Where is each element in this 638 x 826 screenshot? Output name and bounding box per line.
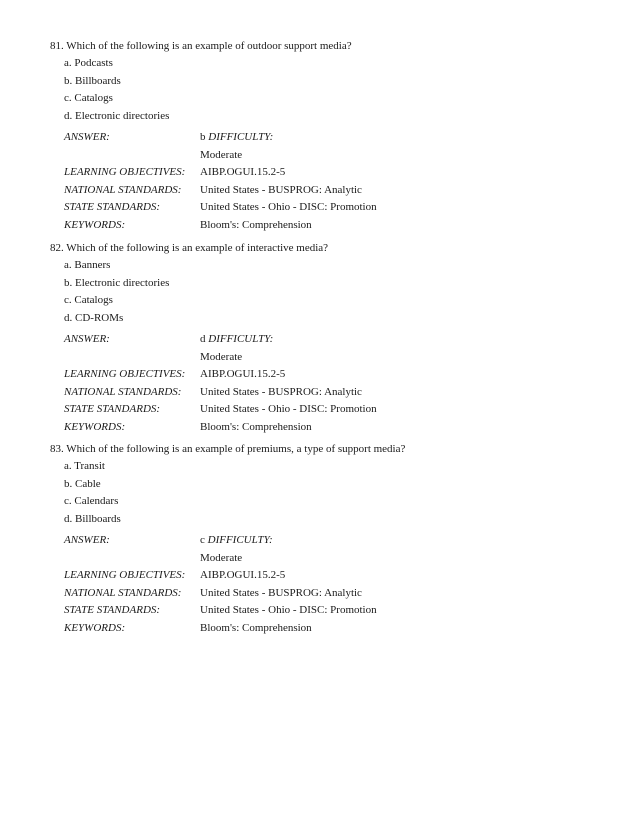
state-standards-value: United States - Ohio - DISC: Promotion [200, 201, 377, 213]
learning-objectives-label: LEARNING OBJECTIVES: [64, 368, 186, 380]
choice-list [64, 257, 610, 327]
choice-list [64, 55, 610, 125]
question-83 [50, 441, 610, 637]
keywords-label: KEYWORDS: [64, 218, 126, 231]
choice-b: b. Electronic directories [64, 276, 170, 289]
national-standards-value: United States - BUSPROG: Analytic [200, 183, 362, 196]
answer-difficulty-value [200, 331, 610, 349]
state-standards-label: STATE STANDARDS: [64, 604, 161, 616]
question-81 [50, 38, 610, 234]
state-standards-value: United States - Ohio - DISC: Promotion [200, 604, 377, 616]
answer-label: ANSWER: [64, 534, 110, 546]
state-standards-label: STATE STANDARDS: [64, 403, 161, 415]
difficulty-value: Moderate [200, 551, 243, 564]
answer-value: b [200, 131, 206, 143]
learning-objectives-value: AIBP.OGUI.15.2-5 [200, 166, 286, 178]
keywords-row [64, 620, 610, 638]
question-82 [50, 240, 610, 436]
choice-d: d. Billboards [64, 512, 121, 525]
choice-a: a. Banners [64, 259, 111, 271]
learning-objectives-label: LEARNING OBJECTIVES: [64, 166, 186, 178]
answer-row [64, 331, 610, 349]
choice-b: b. Cable [64, 477, 101, 490]
answer-difficulty-value [200, 532, 610, 550]
state-standards-label: STATE STANDARDS: [64, 201, 161, 213]
difficulty-label: DIFFICULTY: [208, 333, 274, 345]
spacer-label [64, 550, 200, 568]
learning-objectives-value: AIBP.OGUI.15.2-5 [200, 569, 286, 581]
answer-row [64, 532, 610, 550]
difficulty-label: DIFFICULTY: [207, 534, 273, 546]
national-standards-row [64, 585, 610, 603]
learning-objectives-label: LEARNING OBJECTIVES: [64, 569, 186, 581]
difficulty-row [64, 550, 610, 568]
keywords-value: Bloom's: Comprehension [200, 218, 312, 231]
choice-c: c. Catalogs [64, 92, 113, 104]
spacer-label [64, 147, 200, 165]
national-standards-label: NATIONAL STANDARDS: [64, 183, 182, 196]
answer-difficulty-value [200, 129, 610, 147]
difficulty-label: DIFFICULTY: [208, 131, 274, 143]
learning-objectives-row [64, 366, 610, 384]
national-standards-label: NATIONAL STANDARDS: [64, 586, 182, 599]
difficulty-row [64, 147, 610, 165]
choice-c: c. Calendars [64, 495, 119, 507]
learning-objectives-value: AIBP.OGUI.15.2-5 [200, 368, 286, 380]
keywords-label: KEYWORDS: [64, 621, 126, 634]
choice-a: a. Transit [64, 460, 105, 472]
choice-a: a. Podcasts [64, 57, 113, 69]
difficulty-row [64, 349, 610, 367]
answer-value: c [200, 534, 205, 546]
question-stem: 81. Which of the following is an example of outdoor support media? [50, 40, 352, 52]
state-standards-row [64, 401, 610, 419]
keywords-value: Bloom's: Comprehension [200, 420, 312, 433]
state-standards-row [64, 199, 610, 217]
state-standards-row [64, 602, 610, 620]
learning-objectives-row [64, 164, 610, 182]
choice-d: d. CD-ROMs [64, 311, 124, 324]
choice-list [64, 458, 610, 528]
question-metadata [64, 532, 610, 637]
national-standards-value: United States - BUSPROG: Analytic [200, 586, 362, 599]
learning-objectives-row [64, 567, 610, 585]
keywords-label: KEYWORDS: [64, 420, 126, 433]
question-stem: 83. Which of the following is an example of premiums, a type of support media? [50, 443, 406, 455]
national-standards-value: United States - BUSPROG: Analytic [200, 385, 362, 398]
answer-value: d [200, 333, 206, 345]
spacer-label [64, 349, 200, 367]
keywords-value: Bloom's: Comprehension [200, 621, 312, 634]
keywords-row [64, 419, 610, 437]
state-standards-value: United States - Ohio - DISC: Promotion [200, 403, 377, 415]
difficulty-value: Moderate [200, 350, 243, 363]
national-standards-row [64, 182, 610, 200]
answer-label: ANSWER: [64, 333, 110, 345]
answer-label: ANSWER: [64, 131, 110, 143]
question-metadata [64, 331, 610, 436]
question-metadata [64, 129, 610, 234]
national-standards-row [64, 384, 610, 402]
national-standards-label: NATIONAL STANDARDS: [64, 385, 182, 398]
keywords-row [64, 217, 610, 235]
choice-c: c. Catalogs [64, 294, 113, 306]
question-stem: 82. Which of the following is an example of interactive media? [50, 242, 329, 254]
choice-b: b. Billboards [64, 74, 121, 87]
choice-d: d. Electronic directories [64, 109, 170, 122]
difficulty-value: Moderate [200, 148, 243, 161]
answer-row [64, 129, 610, 147]
